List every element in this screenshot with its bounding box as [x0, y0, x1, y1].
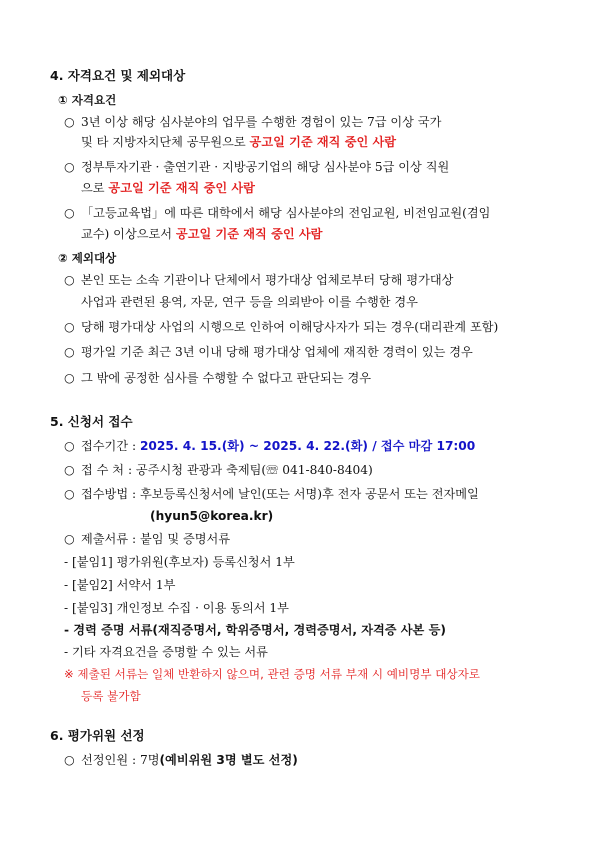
period-value: 2025. 4. 15.(화) ~ 2025. 4. 22.(화) / 접수 마감 17:00 — [139, 439, 476, 453]
selection-count-bold: (예비위원 3명 별도 선정) — [159, 753, 298, 767]
section-4-title: 4. 자격요건 및 제외대상 — [50, 68, 186, 83]
notice-text-cont: 등록 불가함 — [81, 689, 141, 703]
exclusion-item-2: ○ 당해 평가대상 사업의 시행으로 인하여 이해당사자가 되는 경우(대리관계 포함) — [64, 320, 499, 334]
exclusion-item-3: ○ 평가일 기준 최근 3년 이내 당해 평가대상 업체에 재직한 경력이 있는 경우 — [64, 345, 473, 359]
exclusion-item-1: ○ 본인 또는 소속 기관이나 단체에서 평가대상 업체로부터 당해 평가대상 — [64, 273, 454, 287]
emphasis-text: 공고일 기준 재직 중인 사람 — [108, 181, 255, 195]
bullet-icon: ○ — [64, 160, 75, 174]
exclusion-subtitle: ② 제외대상 — [58, 251, 117, 265]
exclusion-item-1-cont: 사업과 관련된 용역, 자문, 연구 등을 의뢰받아 이를 수행한 경우 — [81, 295, 418, 309]
qualification-subtitle: ① 자격요건 — [58, 93, 117, 107]
bullet-icon: ○ — [64, 345, 75, 359]
bullet-icon: ○ — [64, 115, 75, 129]
email-address: (hyun5@korea.kr) — [150, 509, 274, 523]
exclusion-item-4: ○ 그 밖에 공정한 심사를 수행할 수 없다고 판단되는 경우 — [64, 371, 372, 385]
emphasis-text: 공고일 기준 재직 중인 사람 — [175, 227, 323, 241]
emphasis-text: 공고일 기준 재직 중인 사람 — [249, 135, 397, 149]
bullet-icon: ○ — [64, 487, 75, 501]
bullet-icon: ○ — [64, 532, 75, 546]
qualification-item-2-cont: 으로 공고일 기준 재직 중인 사람 — [81, 181, 255, 195]
document-1: - [붙임1] 평가위원(후보자) 등록신청서 1부 — [64, 555, 295, 569]
section-5-title: 5. 신청서 접수 — [50, 414, 133, 429]
bullet-icon: ○ — [64, 463, 75, 477]
notice-text: ※ 제출된 서류는 일체 반환하지 않으며, 관련 증명 서류 부재 시 예비명부 대상자로 — [64, 667, 481, 681]
qualification-item-2: ○ 정부투자기관 · 출연기관 · 지방공기업의 해당 심사분야 5급 이상 직원 — [64, 160, 450, 174]
reception-period: ○ 접수기간 : 2025. 4. 15.(화) ~ 2025. 4. 22.(화) / 접수 마감 17:00 — [64, 439, 476, 453]
bullet-icon: ○ — [64, 371, 75, 385]
submission-documents: ○ 제출서류 : 붙임 및 증명서류 — [64, 532, 231, 546]
bullet-icon: ○ — [64, 320, 75, 334]
bullet-icon: ○ — [64, 439, 75, 453]
document-3: - [붙임3] 개인정보 수집 · 이용 동의서 1부 — [64, 601, 289, 615]
qualification-item-1-cont: 및 타 지방자치단체 공무원으로 공고일 기준 재직 중인 사람 — [81, 135, 397, 149]
bullet-icon: ○ — [64, 206, 75, 220]
qualification-item-1: ○ 3년 이상 해당 심사분야의 업무를 수행한 경험이 있는 7급 이상 국가 — [64, 115, 442, 129]
bullet-icon: ○ — [64, 753, 75, 767]
reception-place: ○ 접 수 처 : 공주시청 관광과 축제팀(☏ 041-840-8404) — [64, 463, 373, 477]
document-2: - [붙임2] 서약서 1부 — [64, 578, 176, 592]
section-6-title: 6. 평가위원 선정 — [50, 728, 145, 743]
document-4: - 경력 증명 서류(재직증명서, 학위증명서, 경력증명서, 자격증 사본 등) — [64, 623, 446, 637]
selection-count: ○ 선정인원 : 7명(예비위원 3명 별도 선정) — [64, 753, 298, 767]
document-5: - 기타 자격요건을 증명할 수 있는 서류 — [64, 645, 268, 659]
qualification-item-3: ○ 「고등교육법」에 따른 대학에서 해당 심사분야의 전임교원, 비전임교원(겸임 — [64, 206, 491, 220]
reception-method: ○ 접수방법 : 후보등록신청서에 날인(또는 서명)후 전자 공문서 또는 전자메일 — [64, 487, 479, 501]
bullet-icon: ○ — [64, 273, 75, 287]
qualification-item-3-cont: 교수) 이상으로서 공고일 기준 재직 중인 사람 — [81, 227, 323, 241]
